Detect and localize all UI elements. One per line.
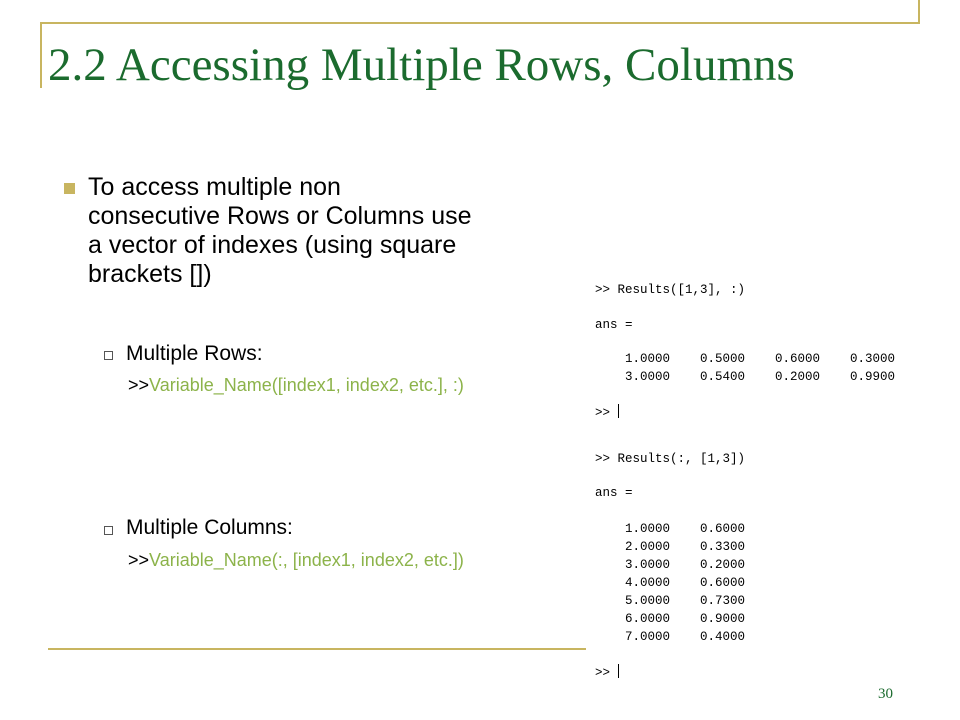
- console-prompt-1: >>: [595, 406, 611, 420]
- matlab-console-image: [586, 272, 916, 692]
- console-row: 1.0000 0.6000: [595, 522, 746, 536]
- bullet-marker: [64, 183, 75, 194]
- page-number: 30: [878, 686, 893, 702]
- rows-code: Variable_Name([index1, index2, etc.], :): [149, 375, 464, 395]
- console-row: 4.0000 0.6000: [595, 576, 746, 590]
- console-command-1: >> Results([1,3], :): [595, 283, 746, 297]
- cols-prompt: >>: [128, 550, 150, 570]
- console-row: 2.0000 0.3300: [595, 540, 746, 554]
- multiple-columns-syntax: [128, 550, 464, 571]
- console-row: 3.0000 0.2000: [595, 558, 746, 572]
- top-rule: [40, 22, 920, 24]
- console-prompt-2: >>: [595, 666, 611, 680]
- bullet-line-2: consecutive Rows or Columns use: [88, 202, 472, 230]
- console-command-2: >> Results(:, [1,3]): [595, 452, 746, 466]
- bullet-line-4: brackets []): [88, 260, 212, 288]
- cols-code: Variable_Name(:, [index1, index2, etc.]): [149, 550, 464, 570]
- bullet-line-3: a vector of indexes (using square: [88, 231, 457, 259]
- console-ans-1: ans =: [595, 318, 633, 332]
- console-row: 6.0000 0.9000: [595, 612, 746, 626]
- console-row: 3.0000 0.5400 0.2000 0.9900: [595, 370, 896, 384]
- slide-title: 2.2 Accessing Multiple Rows, Columns: [48, 39, 795, 91]
- sub-bullet-marker-cols: [104, 526, 113, 535]
- console-ans-2: ans =: [595, 486, 633, 500]
- sub-bullet-marker-rows: [104, 351, 113, 360]
- console-row: 7.0000 0.4000: [595, 630, 746, 644]
- multiple-columns-label: Multiple Columns:: [126, 516, 293, 539]
- multiple-rows-label: Multiple Rows:: [126, 342, 263, 365]
- rows-prompt: >>: [128, 375, 150, 395]
- text-cursor: [618, 404, 619, 418]
- multiple-rows-syntax: [128, 375, 464, 396]
- text-cursor: [618, 664, 619, 678]
- right-rule: [918, 0, 920, 24]
- console-row: 1.0000 0.5000 0.6000 0.3000: [595, 352, 896, 366]
- bullet-line-1: To access multiple non: [88, 173, 341, 201]
- console-row: 5.0000 0.7300: [595, 594, 746, 608]
- left-rule: [40, 22, 42, 88]
